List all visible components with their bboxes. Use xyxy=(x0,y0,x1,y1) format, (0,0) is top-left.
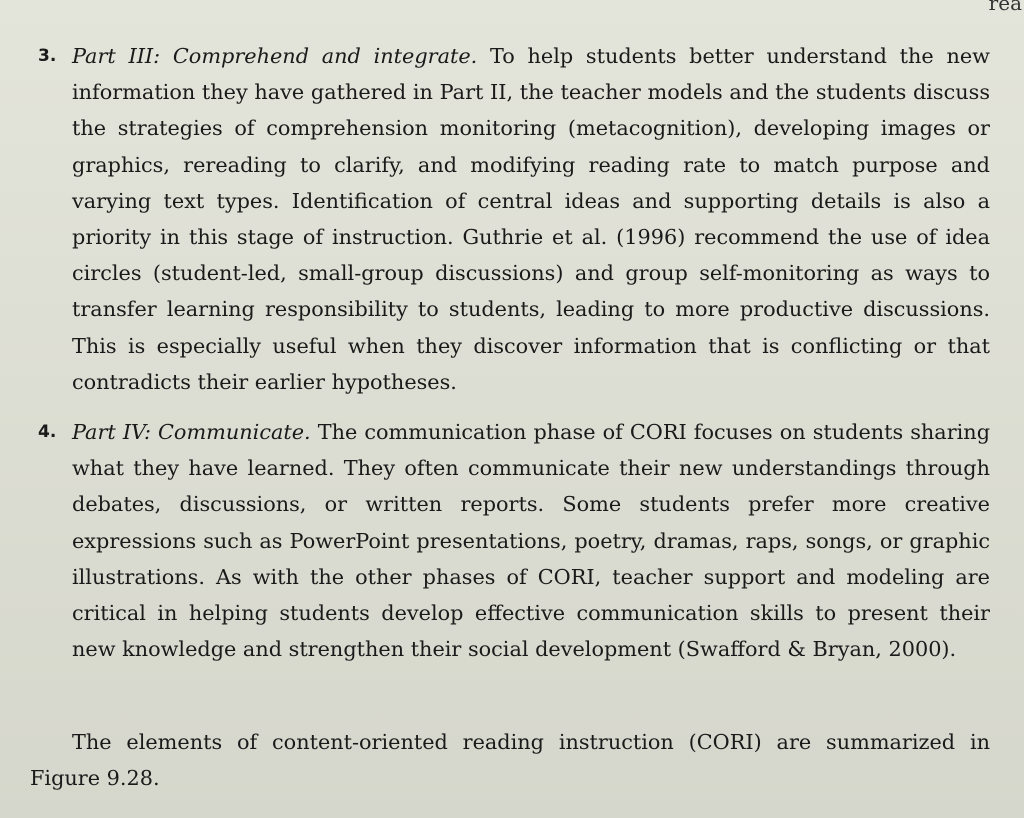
corner-fragment: rea xyxy=(988,0,1022,15)
list-item-4 xyxy=(30,414,990,667)
list-item-3 xyxy=(30,38,990,400)
item-body: The communication phase of CORI focuses on students sharing what they have learned. They often communicate their new understandings through debates, discussions, or written reports. Some students prefer more creative expressions such as PowerPoint presentations, poetry, dramas, raps, songs, or graphic illustrations. As with the other phases of CORI, teacher support and modeling are critical in helping students develop effective communication skills to present their new knowledge and strengthen their social development (Swafford & Bryan, 2000). xyxy=(72,420,991,662)
list-number: 4. xyxy=(38,422,57,443)
paragraph-part-iii xyxy=(72,38,990,400)
item-heading: Part IV: Communicate. xyxy=(72,420,311,445)
paragraph-part-iv xyxy=(72,414,990,667)
closing-paragraph: The elements of content-oriented reading instruction (CORI) are summarized in Figure 9.28. xyxy=(30,730,990,791)
item-body: To help students better understand the new information they have gathered in Part II, the teacher models and the students discuss the strategies of comprehension monitoring (metacognition), developing images or graphics, rereading to clarify, and modifying reading rate to match purpose and varying text types. Identification of central ideas and supporting details is also a priority in this stage of instruction. Guthrie et al. (1996) recommend the use of idea circles (student-led, small-group discussions) and group self-monitoring as ways to transfer learning responsibility to students, leading to more productive discussions. This is especially useful when they discover information that is conflicting or that contradicts their earlier hypotheses. xyxy=(72,44,990,394)
numbered-list xyxy=(30,38,990,681)
item-heading: Part III: Comprehend and integrate. xyxy=(72,44,478,68)
list-number: 3. xyxy=(38,46,57,66)
